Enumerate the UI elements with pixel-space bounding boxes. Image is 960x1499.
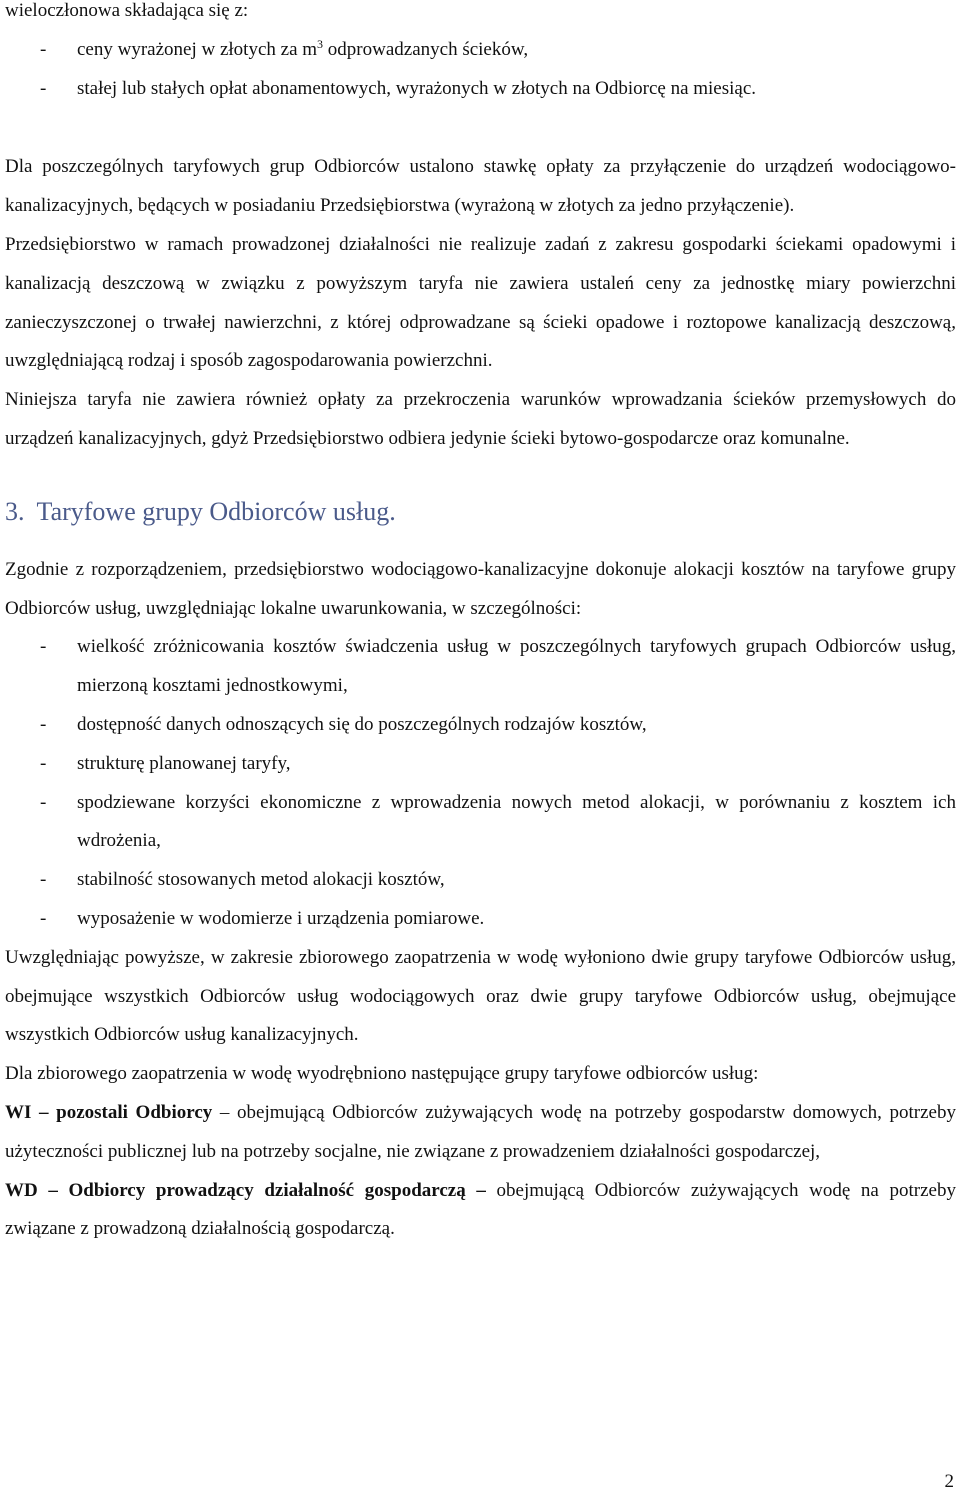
list-item-text: ceny wyrażonej w złotych za m [77,38,318,60]
list-item-text: odprowadzanych ścieków, [323,38,529,60]
list-item [5,31,956,70]
list-item-text: dostępność danych odnoszących się do poszczególnych rodzajów kosztów, [77,713,647,735]
section-number: 3. [5,496,25,526]
group-description: obejmującą Odbiorców zużywających wodę na potrzeby związane z prowadzoną działalnością gospodarczą. [5,1179,956,1240]
dash-marker: - [40,38,47,60]
list-item [5,70,956,109]
list-item-text: spodziewane korzyści ekonomiczne z wprowadzenia nowych metod alokacji, w porównaniu z kosztem ich wdrożenia, [77,791,956,852]
list-item [5,900,956,939]
list-item-text: strukturę planowanej taryfy, [77,752,291,774]
paragraph-connection-fee: Dla poszczególnych taryfowych grup Odbiorców ustalono stawkę opłaty za przyłączenie do urządzeń wodociągowo-kanalizacyjnych, będących w posiadaniu Przedsiębiorstwa (wyrażoną w złotych za jedno przyłączenie). [5,156,956,217]
section-heading [5,495,956,529]
list-item-text: stabilność stosowanych metod alokacji kosztów, [77,869,445,891]
document-page [5,0,956,1249]
superscript: 3 [317,36,324,51]
section-lead: Zgodnie z rozporządzeniem, przedsiębiorstwo wodociągowo-kanalizacyjne dokonuje alokacji kosztów na taryfowe grupy Odbiorców usług, uwzględniając lokalne uwarunkowania, w szczególności: [5,558,956,619]
group-wd [5,1172,956,1250]
dash-marker: - [40,713,47,735]
dash-marker: - [40,791,47,813]
list-item-text: wyposażenie w wodomierze i urządzenia pomiarowe. [77,907,485,929]
dash-marker: - [40,907,47,929]
section-title: Taryfowe grupy Odbiorców usług. [36,496,396,526]
group-wi [5,1094,956,1172]
list-item-text: stałej lub stałych opłat abonamentowych, wyrażonych w złotych na Odbiorcę na miesiąc. [77,77,757,99]
page-number: 2 [944,1471,954,1492]
list-item [5,628,956,706]
paragraph-groups-summary: Uwzględniając powyższe, w zakresie zbiorowego zaopatrzenia w wodę wyłoniono dwie grupy taryfowe Odbiorców usług, obejmujące wszystkich Odbiorców usług wodociągowych oraz dwie grupy taryfowe Odbiorców usług, obejmujące wszystkich Odbiorców usług kanalizacyjnych. [5,946,956,1046]
group-code: WD – Odbiorcy prowadzący działalność gospodarczą – [5,1179,486,1201]
paragraph-stormwater: Przedsiębiorstwo w ramach prowadzonej działalności nie realizuje zadań z zakresu gospodarki ściekami opadowymi i kanalizacją deszczową w związku z powyższym taryfa nie zawiera ustaleń ceny za jednostkę miary powierzchni zanieczyszczonej o trwałej nawierzchni, z której odprowadzane są ścieki opadowe i roztopowe kanalizacją deszczową, uwzględniającą rodzaj i sposób zagospodarowania powierzchni. [5,233,956,372]
intro-list [5,31,956,109]
list-item [5,706,956,745]
group-description: – obejmującą Odbiorców zużywających wodę na potrzeby gospodarstw domowych, potrzeby użyteczności publicznej lub na potrzeby socjalne, nie związane z prowadzeniem działalności gospodarczej, [5,1101,956,1162]
paragraph-groups-intro: Dla zbiorowego zaopatrzenia w wodę wyodrębniono następujące grupy taryfowe odbiorców usług: [5,1063,759,1085]
list-item [5,784,956,862]
dash-marker: - [40,869,47,891]
intro-line: wieloczłonowa składająca się z: [5,0,249,21]
list-item-text: wielkość zróżnicowania kosztów świadczenia usług w poszczególnych taryfowych grupach Odbiorców usług, mierzoną kosztami jednostkowymi, [77,636,956,697]
dash-marker: - [40,77,47,99]
group-code: WI – pozostali Odbiorcy [5,1101,213,1123]
dash-marker: - [40,636,47,658]
paragraph-industrial-wastewater: Niniejsza taryfa nie zawiera również opłaty za przekroczenia warunków wprowadzania ścieków przemysłowych do urządzeń kanalizacyjnych, gdyż Przedsiębiorstwo odbiera jedynie ścieki bytowo-gospodarcze oraz komunalne. [5,389,956,449]
criteria-list [5,628,956,938]
list-item [5,861,956,900]
list-item [5,745,956,784]
dash-marker: - [40,752,47,774]
